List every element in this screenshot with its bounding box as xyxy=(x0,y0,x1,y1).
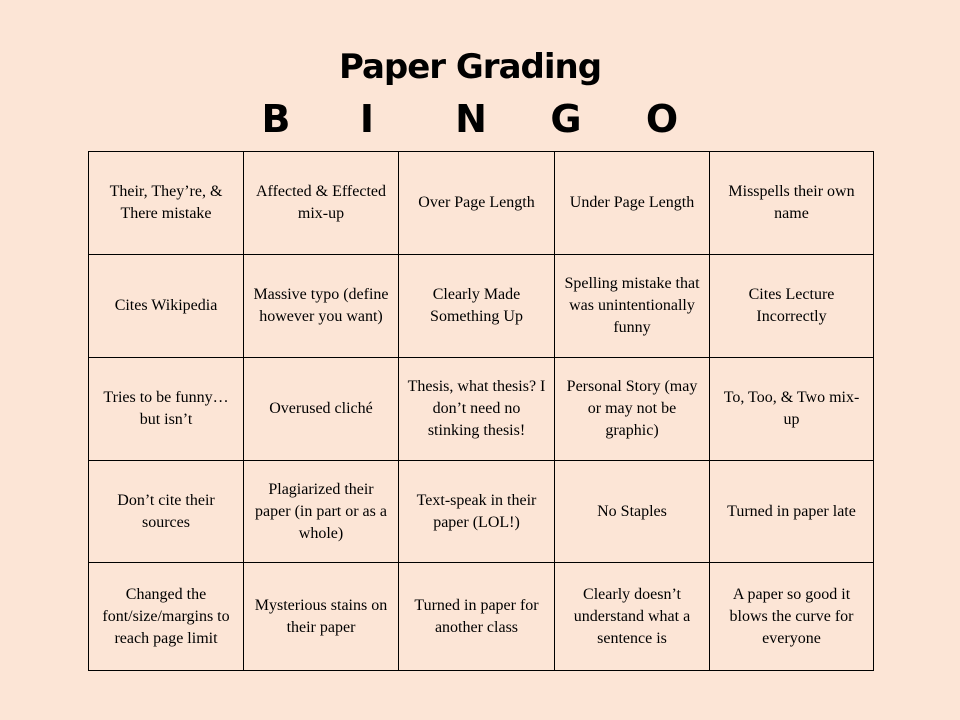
bingo-cell: Turned in paper late xyxy=(710,461,874,563)
bingo-cell: Massive typo (define however you want) xyxy=(244,255,399,358)
bingo-cell: Text-speak in their paper (LOL!) xyxy=(399,461,555,563)
bingo-cell: To, Too, & Two mix-up xyxy=(710,358,874,461)
grid-row xyxy=(89,152,874,255)
page-title: Paper Grading xyxy=(338,47,602,87)
bingo-cell: Their, They’re, & There mistake xyxy=(89,152,244,255)
bingo-cell: Don’t cite their sources xyxy=(89,461,244,563)
bingo-cell: Overused cliché xyxy=(244,358,399,461)
bingo-cell: Under Page Length xyxy=(555,152,710,255)
bingo-cell: Clearly doesn’t understand what a sentence is xyxy=(555,563,710,671)
bingo-grid xyxy=(88,151,874,671)
bingo-cell: Affected & Effected mix-up xyxy=(244,152,399,255)
bingo-cell: Personal Story (may or may not be graphic) xyxy=(555,358,710,461)
bingo-letter-o: O xyxy=(645,97,679,141)
bingo-cell: Cites Lecture Incorrectly xyxy=(710,255,874,358)
bingo-cell: Turned in paper for another class xyxy=(399,563,555,671)
bingo-cell: Plagiarized their paper (in part or as a whole) xyxy=(244,461,399,563)
grid-row xyxy=(89,358,874,461)
bingo-cell: Thesis, what thesis? I don’t need no stinking thesis! xyxy=(399,358,555,461)
bingo-letter-n: N xyxy=(455,97,487,141)
bingo-letter-g: G xyxy=(550,97,582,141)
bingo-letter-i: I xyxy=(359,97,375,141)
bingo-cell: Mysterious stains on their paper xyxy=(244,563,399,671)
bingo-cell: No Staples xyxy=(555,461,710,563)
bingo-cell: Changed the font/size/margins to reach page limit xyxy=(89,563,244,671)
bingo-letter-b: B xyxy=(261,97,291,141)
grid-row xyxy=(89,461,874,563)
bingo-cell: A paper so good it blows the curve for everyone xyxy=(710,563,874,671)
bingo-cell: Misspells their own name xyxy=(710,152,874,255)
grid-row xyxy=(89,563,874,671)
bingo-cell: Cites Wikipedia xyxy=(89,255,244,358)
bingo-cell: Clearly Made Something Up xyxy=(399,255,555,358)
bingo-cell: Tries to be funny…but isn’t xyxy=(89,358,244,461)
bingo-cell: Over Page Length xyxy=(399,152,555,255)
bingo-cell: Spelling mistake that was unintentionally funny xyxy=(555,255,710,358)
grid-row xyxy=(89,255,874,358)
